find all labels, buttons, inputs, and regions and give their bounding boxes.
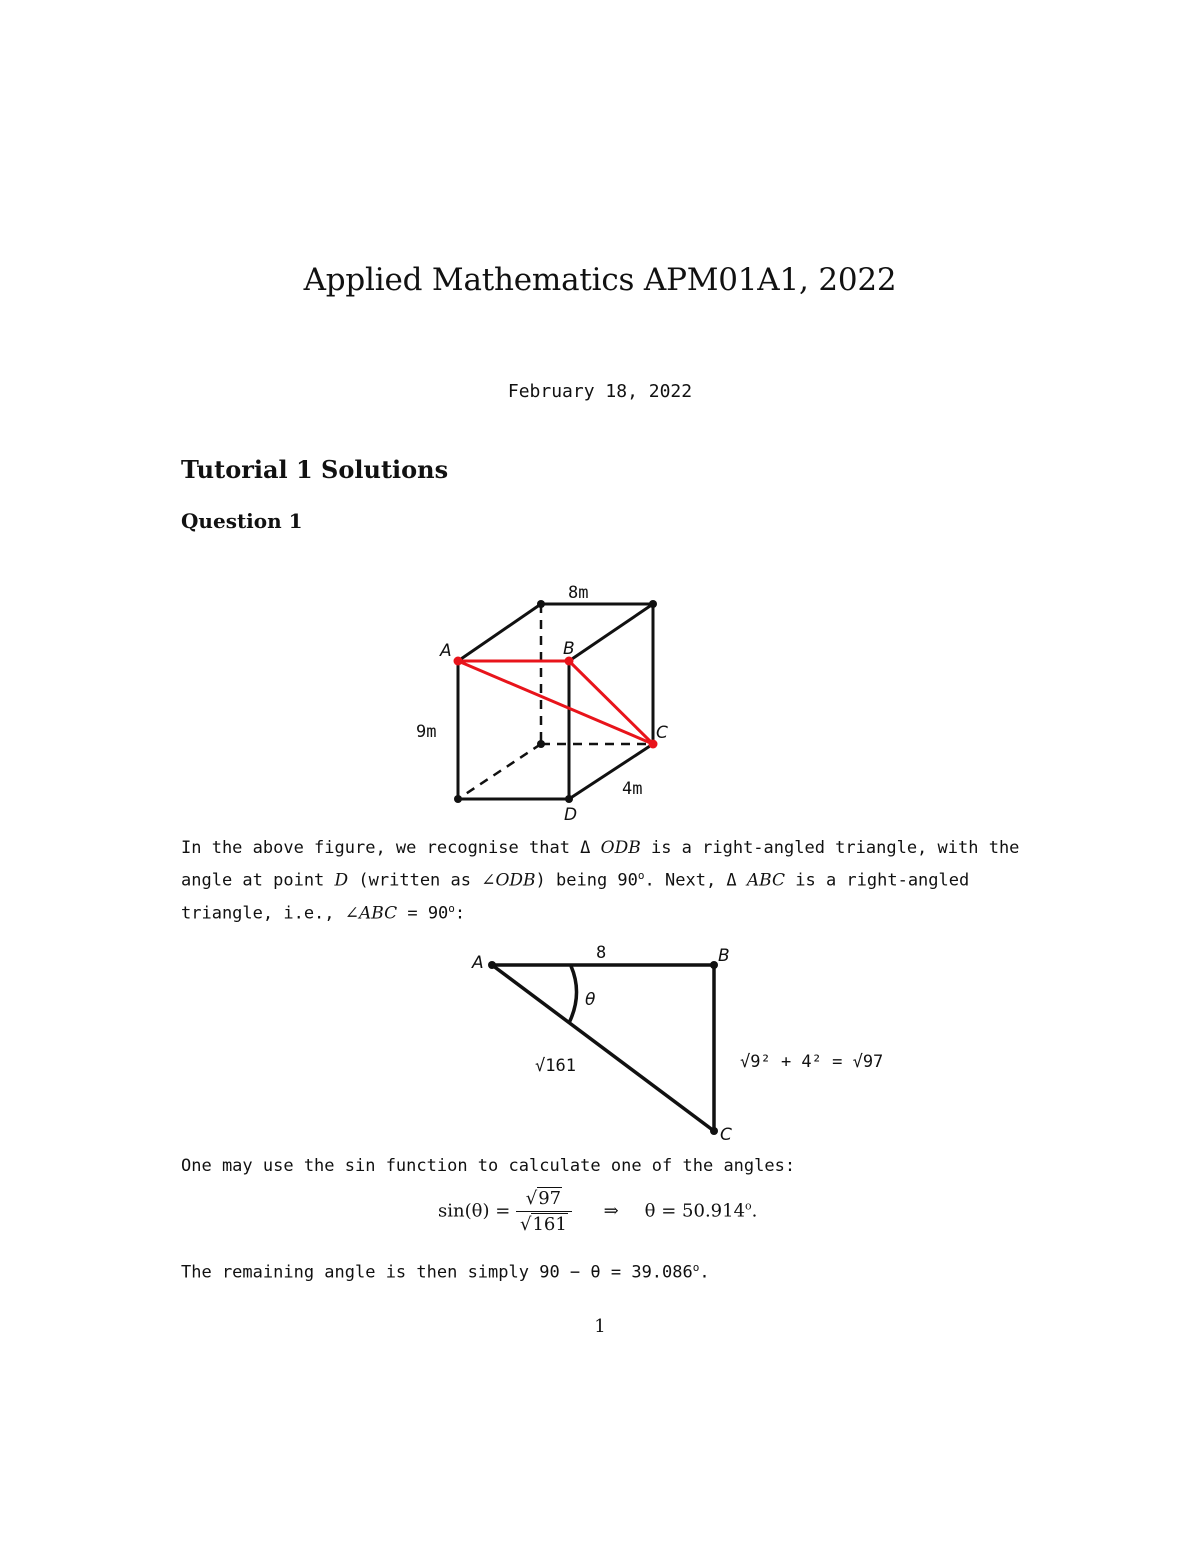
triangle-vertex-c xyxy=(710,1127,718,1135)
cube-vertex xyxy=(537,740,545,748)
triangle-vertex-b xyxy=(710,961,718,969)
document-title: Applied Mathematics APM01A1, 2022 xyxy=(303,262,897,298)
triangle-vertex-a xyxy=(488,961,496,969)
cube-depth-label: 4m xyxy=(622,779,643,799)
triangle-hypotenuse-label: √161 xyxy=(535,1056,576,1076)
paragraph-2: One may use the sin function to calculate one of the angles: xyxy=(181,1156,796,1176)
highlight-bc xyxy=(569,661,653,744)
triangle-label-b: B xyxy=(718,946,730,966)
cube-vertex-a xyxy=(454,657,463,666)
hidden-edge xyxy=(458,744,541,799)
cube-vertex xyxy=(537,600,545,608)
section-heading: Tutorial 1 Solutions xyxy=(181,455,449,484)
triangle-top-label: 8 xyxy=(596,943,607,963)
cube-label-c: C xyxy=(656,723,668,743)
cube-label-b: B xyxy=(563,639,575,659)
paragraph-3: The remaining angle is then simply $90 - \theta = 39.086^o$. xyxy=(181,1261,710,1283)
equation-fraction: $\frac{√97}{√161}$ xyxy=(516,1188,572,1235)
cube-vertex xyxy=(649,600,657,608)
cube-vertex xyxy=(565,795,573,803)
cube-edge xyxy=(569,604,653,661)
triangle-side-label: √9² + 4² = √97 xyxy=(740,1052,884,1072)
equation: sin(θ) = $\frac{√97}{√161}$ ⇒ $\theta = 50.914^o$. xyxy=(438,1188,758,1235)
cube-label-a: A xyxy=(440,641,452,661)
cube-top-label: 8m xyxy=(568,583,589,603)
page-number: 1 xyxy=(594,1316,606,1337)
cube-edge xyxy=(458,604,541,661)
cube-vertex xyxy=(454,795,462,803)
triangle-label-c: C xyxy=(720,1125,732,1145)
angle-arc xyxy=(569,966,577,1023)
triangle-label-a: A xyxy=(472,953,484,973)
document-date: February 18, 2022 xyxy=(507,381,693,402)
cube-label-d: D xyxy=(564,805,578,825)
highlight-ac xyxy=(458,661,653,744)
triangle-angle-label: θ xyxy=(585,990,596,1010)
question-heading: Question 1 xyxy=(181,509,303,533)
cube-height-label: 9m xyxy=(416,722,437,742)
triangle-side-ac xyxy=(492,965,714,1131)
paragraph-1: In the above figure, we recognise that Δ ODB is a right-angled triangle, with the angle at point D (written as ∠ODB) being 90$^o$. Next, Δ ABC is a right-angled triangle, i.e., ∠ABC = $90^o$: xyxy=(181,838,1020,924)
